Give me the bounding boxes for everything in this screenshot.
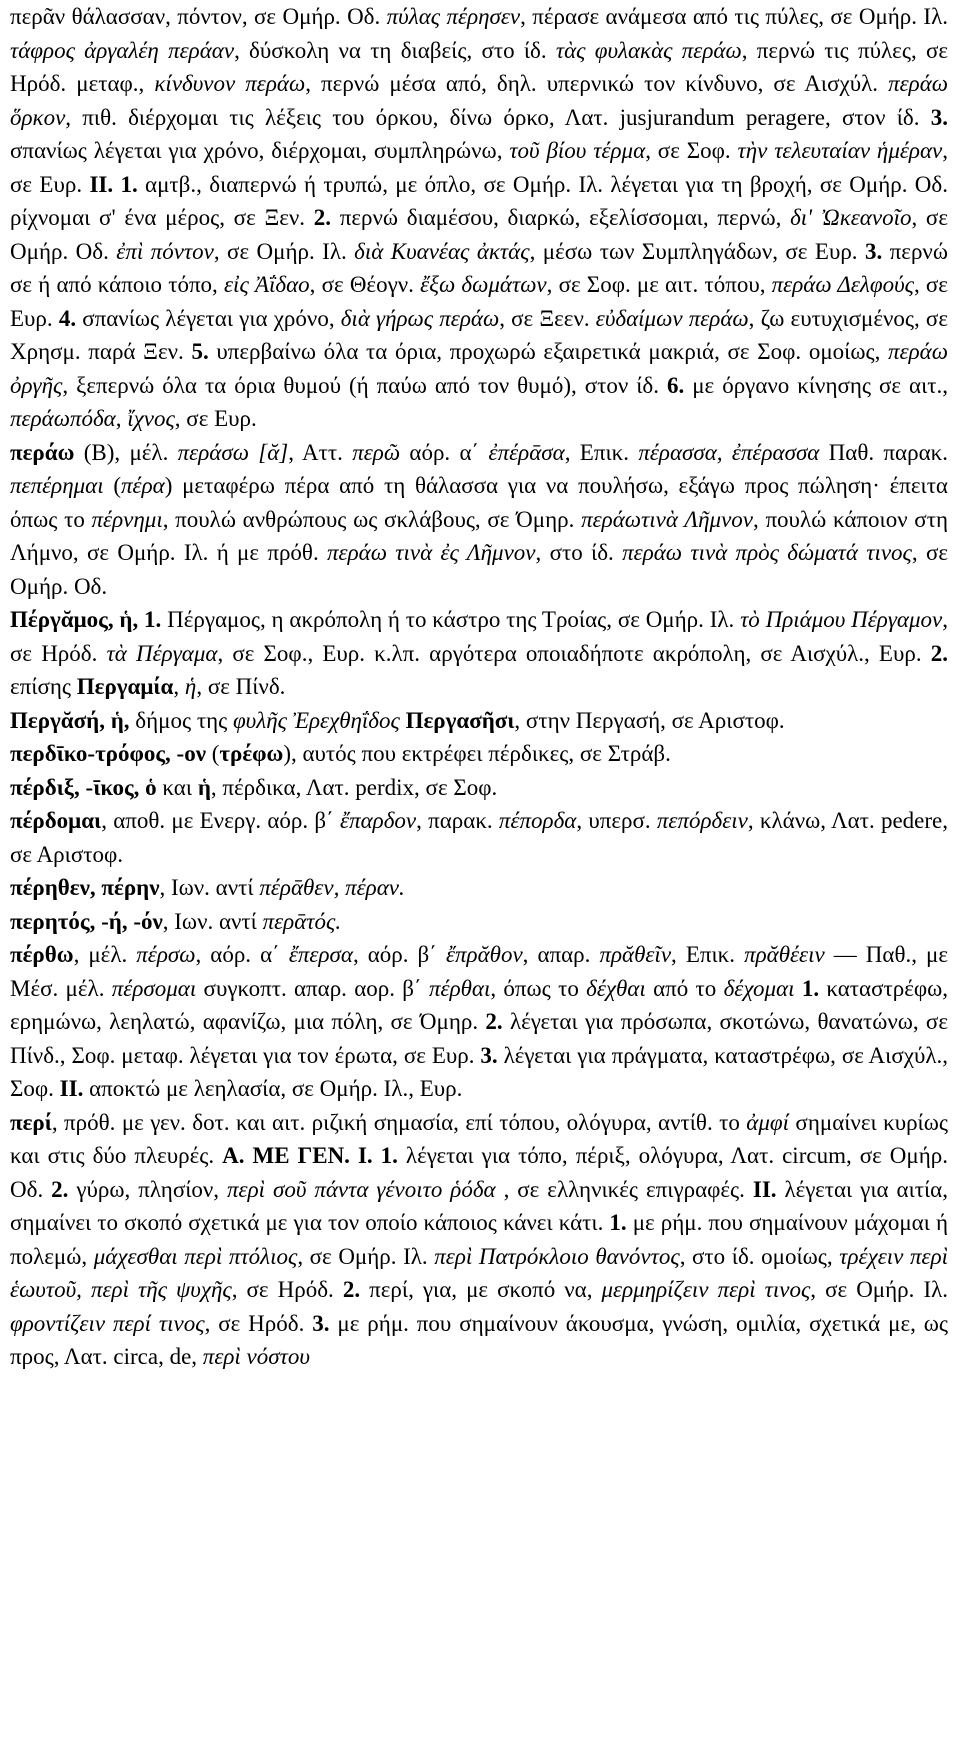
- entry-text: Πέργαμος, η ακρόπολη ή το κάστρο της Τροίας, σε Ομήρ. Ιλ.: [161, 607, 741, 632]
- entry-italic-text: περῶ: [352, 439, 401, 465]
- entry-text: , σε Θέογν.: [309, 272, 421, 297]
- entry-italic-text: τὴν τελευταίαν ἡμέραν: [737, 138, 943, 163]
- entry-italic-text: τρέχειν περὶ ἑωυτοῦ, περὶ τῆς ψυχῆς: [10, 1243, 948, 1302]
- entry-text: με ρήμ. που σημαίνουν μάχομαι ή πολεμώ,: [10, 1210, 948, 1269]
- entry-bold-text: Πέργᾰμος, ἡ, 1.: [10, 607, 162, 632]
- entry-italic-text: περάω Δελφούς: [771, 272, 914, 297]
- entry-text: , μέλ.: [73, 942, 137, 967]
- entry-text: αποκτώ με λεηλασία, σε Ομήρ. Ιλ., Ευρ.: [83, 1076, 463, 1101]
- entry-italic-text: δέχομαι: [723, 975, 795, 1001]
- entry-text: περί, για, με σκοπό να,: [360, 1277, 602, 1302]
- entry-bold-text: ἡ: [197, 774, 211, 800]
- entry-text: λέγεται για αιτία, σημαίνει το σκοπό σχετικά με για τον οποίο κάποιος κάνει κάτι.: [10, 1176, 948, 1235]
- entry-text: , στην Περγασή, σε Αριστοφ.: [514, 707, 785, 733]
- entry-italic-text: περάωπόδα: [10, 406, 116, 431]
- entry-italic-text: κίνδυνον περάω: [154, 71, 306, 96]
- entry-text: λέγεται για τόπο, πέριξ, ολόγυρα, Λατ. circum, σε Ομήρ. Οδ.: [10, 1143, 948, 1202]
- dictionary-entry: [10, 905, 948, 939]
- entry-italic-text: ἔπρᾰθον: [445, 942, 523, 967]
- entry-bold-text: πέρδιξ, -ῑκος, ὁ: [10, 774, 157, 800]
- entry-bold-text: 3.: [480, 1042, 498, 1068]
- entry-text: δήμος της: [129, 707, 233, 733]
- entry-text: , σε Ομήρ. Ιλ.: [297, 1243, 435, 1269]
- entry-italic-text: τὰς φυλακὰς περάω: [555, 37, 742, 63]
- entry-text: , ξεπερνώ όλα τα όρια θυμού (ή παύω από τον θυμό), στον ίδ.: [62, 372, 667, 398]
- entry-italic-text: φροντίζειν περί τινος: [10, 1310, 205, 1336]
- entry-italic-text: πέρσομαι: [111, 975, 197, 1001]
- entry-bold-text: περδῑκο-τρόφος, -ον: [10, 741, 206, 766]
- entry-text: από το: [645, 975, 724, 1001]
- entry-bold-text: 2.: [485, 1009, 503, 1034]
- entry-text: , αόρ. β΄: [352, 942, 446, 967]
- entry-italic-text: ἐπὶ πόντον: [116, 238, 214, 264]
- entry-text: , σε Ηρόδ.: [10, 607, 948, 666]
- entry-text: και: [156, 774, 198, 800]
- entry-text: , σε Ηρόδ.: [204, 1310, 313, 1336]
- entry-italic-text: φυλῆς Ἐρεχθηΐδος: [232, 707, 400, 733]
- entry-text: (: [205, 741, 220, 766]
- entry-text: , Αττ.: [288, 439, 353, 465]
- entry-bold-text: Α. ΜΕ ΓΕΝ. I. 1.: [222, 1143, 398, 1168]
- entry-italic-text: διὰ γήρως περάω: [340, 305, 500, 331]
- entry-italic-text: περάω ὅρκον: [10, 71, 948, 130]
- entry-text: , στο ίδ. ομοίως,: [679, 1243, 840, 1269]
- entry-text: , κλάνω, Λατ. pedere, σε Αριστοφ.: [10, 808, 948, 867]
- entry-text: γύρω, πλησίον,: [68, 1176, 228, 1202]
- dictionary-entry: [10, 704, 948, 738]
- entry-bold-text: 6.: [667, 372, 685, 398]
- entry-text: με όργανο κίνησης σε αιτ.,: [684, 372, 948, 398]
- entry-italic-text: ἔξω δωμάτων: [420, 272, 547, 297]
- entry-text: , περνώ τις πύλες, σε Ηρόδ. μεταφ.,: [10, 37, 948, 96]
- entry-text: , ζω ευτυχισμένος, σε Χρησμ. παρά Ξεν.: [10, 305, 948, 364]
- dictionary-entry: [10, 603, 948, 704]
- entry-italic-text: πέρθαι: [428, 975, 491, 1001]
- entry-italic-text: δέχθαι: [586, 975, 646, 1001]
- entry-text: λέγεται για πρόσωπα, σκοτώνω, θανατώνω, σε Πίνδ., Σοφ. μεταφ. λέγεται για τον έρωτα, σε Ευρ.: [10, 1009, 948, 1068]
- entry-bold-text: 3.: [930, 104, 948, 130]
- entry-text: υπερβαίνω όλα τα όρια, προχωρώ εξαιρετικά μακριά, σε Σοφ. ομοίως,: [208, 339, 889, 364]
- entry-bold-text: 3.: [312, 1310, 330, 1336]
- entry-italic-text: πέρᾱθεν, πέραν.: [259, 875, 405, 900]
- entry-italic-text: πέπορδα: [498, 808, 577, 833]
- entry-italic-text: περὶ σοῦ πάντα γένοιτο ῥόδα: [227, 1176, 496, 1202]
- entry-text: , σε Σοφ. με αιτ. τόπου,: [546, 272, 772, 297]
- entry-bold-text: περάω: [10, 439, 75, 465]
- entry-italic-text: ἴχνος: [127, 406, 175, 431]
- entry-italic-text: περᾱτός.: [262, 908, 342, 934]
- entry-italic-text: ἀμφί: [746, 1109, 790, 1135]
- entry-text: , δύσκολη να τη διαβείς, στο ίδ.: [234, 37, 556, 63]
- entry-text: , Επικ.: [671, 942, 745, 967]
- entry-italic-text: ἡ: [184, 674, 197, 699]
- entry-text: Παθ. παρακ.: [819, 439, 948, 465]
- entry-text: , σε ελληνικές επιγραφές.: [495, 1176, 753, 1202]
- entry-text: , απαρ.: [522, 942, 600, 967]
- dictionary-entry: [10, 804, 948, 871]
- entry-text: , παρακ.: [416, 808, 499, 833]
- entry-text: , πιθ. διέρχομαι τις λέξεις του όρκου, δίνω όρκο, Λατ. jusjurandum peragere, στον ίδ.: [65, 104, 931, 130]
- entry-text: , σε Ευρ.: [10, 138, 948, 197]
- entry-italic-text: περάω τινὰ ἐς Λῆμνον: [327, 540, 536, 565]
- entry-text: καταστρέφω, ερημώνω, λεηλατώ, αφανίζω, μια πόλη, σε Όμηρ.: [10, 975, 949, 1034]
- dictionary-entry: [10, 436, 948, 604]
- entry-italic-text: περάσω [ᾰ]: [177, 439, 289, 465]
- entry-italic-text: μερμηρίζειν περὶ τινος: [601, 1277, 811, 1302]
- entry-text: , μέσω των Συμπληγάδων, σε Ευρ.: [529, 238, 865, 264]
- entry-text: , αόρ. α΄: [195, 942, 289, 967]
- entry-italic-text: τὰ Πέργαμα: [106, 640, 218, 666]
- entry-text: με ρήμ. που σημαίνουν άκουσμα, γνώση, ομιλία, σχετικά με, ως προς, Λατ. circa, de,: [10, 1310, 949, 1369]
- entry-italic-text: δι' Ὠκεανοῖο: [790, 205, 912, 230]
- entry-bold-text: πέρθω: [10, 942, 74, 967]
- entry-italic-text: ἔπαρδον: [340, 808, 417, 833]
- entry-text: , πρόθ. με γεν. δοτ. και αιτ. ριζική σημασία, επί τόπου, ολόγυρα, αντίθ. το: [51, 1109, 747, 1135]
- entry-text: συγκοπτ. απαρ. αορ. β΄: [196, 975, 429, 1001]
- dictionary-entry: [10, 1106, 948, 1374]
- entry-bold-text: 2.: [51, 1176, 69, 1202]
- entry-italic-text: διὰ Κυανέας ἀκτάς: [354, 238, 530, 264]
- entry-italic-text: τοῦ βίου τέρμα: [509, 138, 646, 163]
- entry-bold-text: πέρηθεν, πέρην: [10, 875, 160, 900]
- entry-italic-text: πέρα: [121, 473, 165, 498]
- entry-text: σπανίως λέγεται για χρόνο,: [76, 305, 341, 331]
- entry-bold-text: 2.: [342, 1277, 361, 1302]
- entry-bold-text: II. 1.: [89, 171, 138, 197]
- dictionary-entry: [10, 938, 948, 1106]
- entry-text: ,: [173, 674, 185, 699]
- entry-text: ) μεταφέρω πέρα από τη θάλασσα για να πουλήσω, εξάγω προς πώληση· έπειτα όπως το: [10, 473, 948, 532]
- dictionary-entry: [10, 771, 948, 805]
- entry-text: περᾶν θάλασσαν, πόντον, σε Ομήρ. Οδ.: [10, 4, 387, 29]
- entry-text: , αποθ. με Ενεργ. αόρ. β΄: [101, 808, 341, 833]
- entry-text: επίσης: [10, 674, 77, 699]
- entry-bold-text: πέρδομαι: [10, 808, 102, 833]
- entry-italic-text: πρᾰθέειν: [744, 942, 825, 967]
- entry-text: , σε Ομήρ. Ιλ.: [213, 238, 355, 264]
- entry-text: ,: [115, 406, 128, 431]
- entry-bold-text: περί: [10, 1109, 52, 1135]
- entry-italic-text: περάω τινὰ πρὸς δώματά τινος: [622, 540, 912, 565]
- entry-italic-text: ἔπερσα: [288, 942, 353, 967]
- entry-italic-text: πέρσω: [136, 942, 196, 967]
- entry-bold-text: II.: [752, 1176, 777, 1202]
- entry-bold-text: 2.: [313, 205, 332, 230]
- entry-text: , Επικ.: [564, 439, 639, 465]
- dictionary-entry: [10, 0, 948, 436]
- entry-text: σημαίνει κυρίως και στις δύο πλευρές.: [10, 1109, 948, 1168]
- entry-italic-text: ἐπέρᾱσα: [488, 439, 565, 465]
- entry-text: , σε Ηρόδ.: [231, 1277, 343, 1302]
- entry-bold-text: Περγασῆσι: [405, 707, 515, 733]
- entry-text: [795, 976, 802, 1001]
- entry-bold-text: περητός, -ή, -όν: [10, 908, 163, 934]
- entry-text: , περνώ μέσα από, δηλ. υπερνικώ τον κίνδυνο, σε Αισχύλ.: [305, 71, 889, 96]
- entry-italic-text: πεπέρημαι: [10, 473, 104, 498]
- entry-text: , σε Σοφ., Ευρ. κ.λπ. αργότερα οποιαδήποτε ακρόπολη, σε Αισχύλ., Ευρ.: [217, 640, 931, 666]
- entry-text: , στο ίδ.: [535, 540, 623, 565]
- entry-italic-text: τάφρος ἀργαλέη περάαν: [10, 37, 235, 63]
- entry-text: , σε Ομήρ. Οδ.: [10, 540, 949, 599]
- entry-text: , σε Ομήρ. Οδ.: [10, 205, 948, 264]
- entry-text: ), αυτός που εκτρέφει πέρδικες, σε Στράβ.: [283, 741, 671, 766]
- entry-text: περνώ σε ή από κάποιο τόπο,: [10, 238, 948, 297]
- entry-text: αμτβ., διαπερνώ ή τρυπώ, με όπλο, σε Ομήρ. Ιλ. λέγεται για τη βροχή, σε Ομήρ. Οδ. ρίχνομαι σ' ένα μέρος, σε Ξεν.: [10, 171, 948, 230]
- entry-bold-text: 1.: [801, 975, 820, 1001]
- entry-italic-text: εὐδαίμων περάω: [595, 305, 749, 331]
- entry-text: , σε Ομήρ. Ιλ.: [810, 1277, 948, 1302]
- entry-bold-text: 1.: [609, 1210, 627, 1235]
- entry-italic-text: πέρνημι: [91, 506, 163, 532]
- entry-italic-text: πρᾰθεῖν: [599, 942, 672, 967]
- entry-italic-text: μάχεσθαι περὶ πτόλιος: [93, 1243, 298, 1269]
- entry-text: — Παθ., με Μέσ. μέλ.: [10, 942, 948, 1001]
- entry-text: λέγεται για πράγματα, καταστρέφω, σε Αισχύλ., Σοφ.: [10, 1042, 948, 1101]
- entry-italic-text: πέρασσα, ἐπέρασσα: [638, 439, 820, 465]
- entry-text: , πέρδικα, Λατ. perdix, σε Σοφ.: [210, 774, 498, 800]
- entry-text: σπανίως λέγεται για χρόνο, διέρχομαι, συμπληρώνω,: [10, 138, 510, 163]
- entry-italic-text: πεπόρδειν: [656, 808, 748, 833]
- entry-text: , Ιων. αντί: [159, 875, 260, 900]
- entry-italic-text: περάω ὀργῆς: [10, 339, 948, 398]
- entry-text: , σε Ευρ.: [10, 272, 948, 331]
- entry-text: (: [103, 473, 122, 498]
- entry-text: , πέρασε ανάμεσα από τις πύλες, σε Ομήρ. Ιλ.: [520, 4, 948, 29]
- entry-text: , σε Πίνδ.: [196, 674, 286, 699]
- entry-text: , Ιων. αντί: [162, 908, 263, 934]
- entry-italic-text: περάωτινὰ Λῆμνον: [581, 506, 753, 532]
- entry-text: , υπερσ.: [576, 808, 657, 833]
- entry-text: , όπως το: [490, 975, 587, 1001]
- dictionary-entry: [10, 737, 948, 771]
- entry-italic-text: πύλας πέρησεν: [386, 4, 521, 29]
- entry-bold-text: Περγᾰσή, ἡ,: [10, 707, 130, 733]
- entry-italic-text: περὶ νόστου: [202, 1344, 310, 1369]
- entry-text: , σε Ευρ.: [174, 406, 257, 431]
- entry-bold-text: 4.: [58, 305, 77, 331]
- entry-italic-text: τὸ Πριάμου Πέργαμον: [740, 607, 943, 632]
- entry-text: , πουλώ ανθρώπους ως σκλάβους, σε Όμηρ.: [162, 506, 582, 532]
- entry-text: , πουλώ κάποιον στη Λήμνο, σε Ομήρ. Ιλ. ή με πρόθ.: [10, 506, 948, 565]
- entry-text: , σε Ξεεν.: [499, 305, 596, 331]
- entry-italic-text: περὶ Πατρόκλοιο θανόντος: [434, 1243, 680, 1269]
- entry-text: αόρ. α΄: [400, 439, 489, 465]
- dictionary-entry: [10, 871, 948, 905]
- entry-text: (B), μέλ.: [74, 439, 178, 465]
- entry-bold-text: 2.: [930, 640, 948, 666]
- entry-italic-text: εἰς Ἀΐδαο: [223, 272, 310, 297]
- entry-bold-text: 3.: [865, 238, 883, 264]
- entry-bold-text: 5.: [191, 339, 209, 364]
- entry-bold-text: Περγαμία: [76, 674, 174, 699]
- entry-bold-text: II.: [59, 1076, 84, 1101]
- entry-bold-text: τρέφω: [219, 741, 284, 766]
- entry-text: περνώ διαμέσου, διαρκώ, εξελίσσομαι, περνώ,: [331, 205, 791, 230]
- entry-text: , σε Σοφ.: [645, 138, 738, 163]
